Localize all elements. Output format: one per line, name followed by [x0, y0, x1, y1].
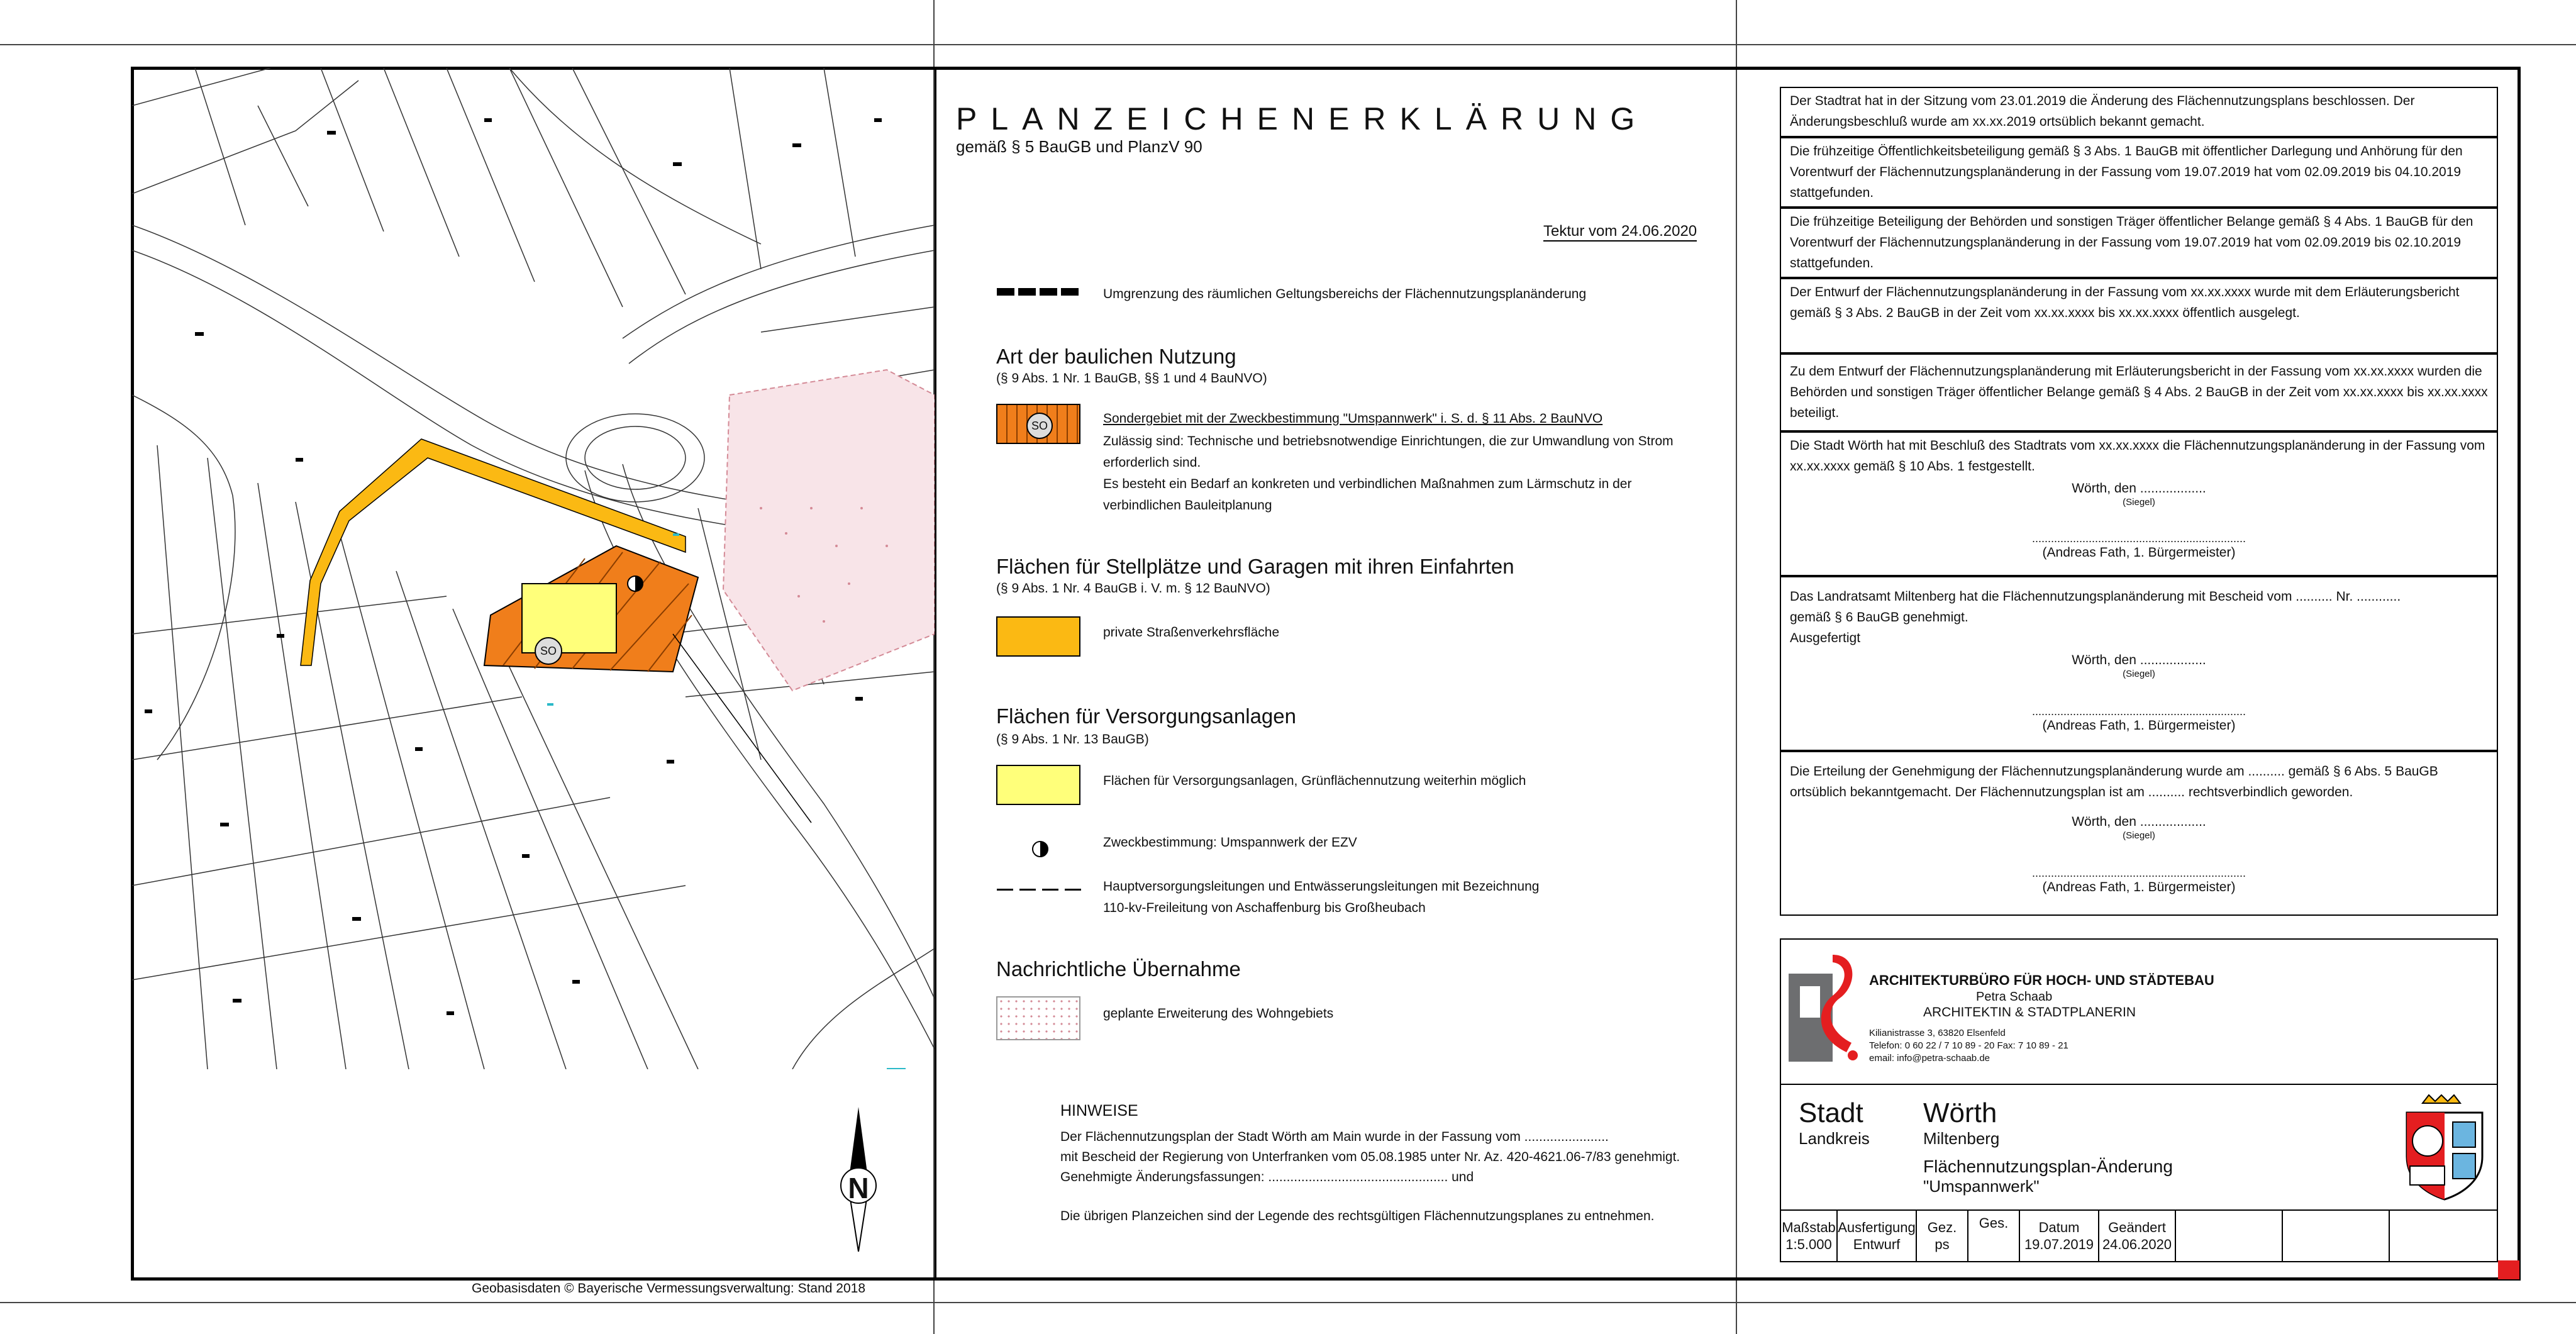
cell-empty-2 [2283, 1211, 2390, 1261]
purpose-label: Zweckbestimmung: Umspannwerk der EZV [1103, 835, 1357, 850]
note-line4: Die übrigen Planzeichen sind der Legende des rechtsgültigen Flächennutzungsplanes zu entnehmen. [1060, 1209, 1655, 1223]
note-line3: Genehmigte Änderungsfassungen: ................................................. und [1060, 1170, 1474, 1184]
firm-phone: Telefon: 0 60 22 / 7 10 89 - 20 Fax: 7 10 89 - 21 [1869, 1040, 2068, 1051]
firm-address: Kilianistrasse 3, 63820 Elsenfeld [1869, 1028, 2006, 1038]
procedure-box-5 [1780, 353, 2498, 431]
signature-dots-6: .................................................................... [2031, 532, 2246, 545]
procedure-text-1: Der Stadtrat hat in der Sitzung vom 23.01.2019 die Änderung des Flächennutzungsplans beschlossen. Der Änderungsbeschluß wurde am xx.xx.2019 ortsüblich bekannt gemacht. [1790, 94, 2415, 129]
cadastral-map [132, 68, 936, 1069]
coat-of-arms-icon [2397, 1094, 2492, 1201]
procedure-text-7a: Das Landratsamt Miltenberg hat die Flächennutzungsplanänderung mit Bescheid vom .......... Nr. ............ [1790, 589, 2401, 604]
procedure-box-2 [1780, 137, 2498, 208]
plan-title: Flächennutzungsplan-Änderung [1923, 1157, 2173, 1176]
procedure-text-5: Zu dem Entwurf der Flächennutzungsplanänderung mit Erläuterungsbericht in der Fassung vom xx.xx.xxxx wurden die Behörden und sonstigen Träger öffentlicher Belange gemäß § 4 Abs. 2 BauGB in der Zeit vom xx.xx.xxxx bis xx.xx.xxxx beteiligt. [1790, 364, 2488, 420]
cell-drawn [1917, 1211, 1968, 1261]
private-road-swatch [996, 616, 1080, 657]
supply-line-swatch [997, 889, 1081, 891]
signature-dots-8: .................................................................... [2031, 867, 2246, 879]
changed-label: Geändert [2108, 1220, 2166, 1235]
note-line2: mit Bescheid der Regierung von Unterfranken vom 05.08.1985 unter Nr. Az. 420-4621.06-7/83 genehmigt. [1060, 1150, 1680, 1164]
supply-area-swatch [996, 765, 1080, 805]
so-symbol: SO [1026, 413, 1053, 439]
supply-lines-label1: Hauptversorgungsleitungen und Entwässerungsleitungen mit Bezeichnung [1103, 879, 1540, 894]
procedure-box-1 [1780, 87, 2498, 137]
seal-8: (Siegel) [2123, 830, 2155, 841]
procedure-text-3: Die frühzeitige Beteiligung der Behörden und sonstigen Träger öffentlicher Belange gemäß § 4 Abs. 1 BauGB für den Vorentwurf der Flächennutzungsplanänderung in der Fassung vom 19.07.2019 hat vom 02.09.2019 bis 02.10.2019 stattgefunden. [1790, 214, 2473, 270]
map-so-marker: SO [535, 637, 562, 665]
planned-residential-swatch [996, 996, 1080, 1040]
cell-empty-1 [2176, 1211, 2283, 1261]
plan-info-table [1780, 1209, 2498, 1262]
procedure-box-3 [1780, 208, 2498, 278]
stadt-label: Stadt [1799, 1098, 1863, 1128]
firm-name: ARCHITEKTURBÜRO FÜR HOCH- UND STÄDTEBAU [1869, 972, 2214, 988]
legend-title: PLANZEICHENERKLÄRUNG [956, 101, 1649, 136]
title-block [1780, 1085, 2498, 1211]
cell-date [2020, 1211, 2099, 1261]
section-building-use-ref: (§ 9 Abs. 1 Nr. 1 BauGB, §§ 1 und 4 BauNVO) [996, 371, 1267, 386]
so-line3: Es besteht ein Bedarf an konkreten und verbindlichen Maßnahmen zum Lärmschutz in der [1103, 477, 1632, 491]
cut-line-top [0, 44, 2576, 45]
signatory-7: (Andreas Fath, 1. Bürgermeister) [2042, 718, 2236, 733]
drawn-value: ps [1935, 1237, 1950, 1252]
corner-marker [2498, 1260, 2519, 1279]
firm-email: email: info@petra-schaab.de [1869, 1053, 1990, 1064]
procedure-box-8 [1780, 751, 2498, 916]
seal-6: (Siegel) [2123, 497, 2155, 508]
section-supply-ref: (§ 9 Abs. 1 Nr. 13 BauGB) [996, 732, 1149, 747]
landkreis-label: Landkreis [1799, 1129, 1870, 1148]
cell-changed [2099, 1211, 2176, 1261]
procedure-text-2: Die frühzeitige Öffentlichkeitsbeteiligung gemäß § 3 Abs. 1 BauGB mit öffentlicher Darlegung und Anhörung für den Vorentwurf der Flächennutzungsplanänderung in der Fassung vom 19.07.2019 hat vom 02.09.2019 bis 04.10.2019 stattgefunden. [1790, 144, 2463, 200]
private-road-label: private Straßenverkehrsfläche [1103, 625, 1280, 640]
edition-label: Ausfertigung [1838, 1220, 1916, 1235]
procedure-text-7c: Ausgefertigt [1790, 631, 1861, 645]
supply-lines-label2: 110-kv-Freileitung von Aschaffenburg bis Großheubach [1103, 901, 1426, 915]
tektur-date: Tektur vom 24.06.2020 [1543, 223, 1697, 242]
boundary-label: Umgrenzung des räumlichen Geltungsbereichs der Flächennutzungsplanänderung [1103, 287, 1587, 301]
place-date-7: Wörth, den .................. [2072, 653, 2206, 667]
legend-subtitle: gemäß § 5 BauGB und PlanzV 90 [956, 137, 1202, 156]
landkreis-name: Miltenberg [1923, 1129, 2000, 1148]
cut-line-bottom [0, 1302, 2576, 1303]
procedure-box-6 [1780, 431, 2498, 576]
procedure-text-4: Der Entwurf der Flächennutzungsplanänderung in der Fassung vom xx.xx.xxxx wurde mit dem Erläuterungsbericht gemäß § 3 Abs. 2 BauGB in der Zeit vom xx.xx.xxxx bis xx.xx.xxxx öffentlich ausgelegt. [1790, 285, 2460, 320]
section-building-use-title: Art der baulichen Nutzung [996, 345, 1236, 368]
procedure-box-7 [1780, 576, 2498, 751]
planned-residential-label: geplante Erweiterung des Wohngebiets [1103, 1006, 1334, 1021]
map-drawing [132, 68, 935, 1069]
changed-value: 24.06.2020 [2102, 1237, 2172, 1252]
section-adoption-title: Nachrichtliche Übernahme [996, 957, 1241, 981]
map-lower-area [132, 1069, 936, 1278]
so-heading: Sondergebiet mit der Zweckbestimmung "Umspannwerk" i. S. d. § 11 Abs. 2 BauNVO [1103, 411, 1603, 426]
plan-subtitle: "Umspannwerk" [1923, 1177, 2040, 1196]
place-date-8: Wörth, den .................. [2072, 814, 2206, 829]
scale-value: 1:5.000 [1785, 1237, 1832, 1252]
firm-role: ARCHITEKTIN & STADTPLANERIN [1923, 1005, 2136, 1020]
date-value: 19.07.2019 [2024, 1237, 2094, 1252]
boundary-line-swatch [997, 288, 1081, 296]
firm-person: Petra Schaab [1976, 990, 2053, 1004]
cell-checked [1968, 1211, 2020, 1261]
signatory-8: (Andreas Fath, 1. Bürgermeister) [2042, 880, 2236, 894]
date-label: Datum [2038, 1220, 2080, 1235]
checked-label: Ges. [1979, 1215, 2009, 1231]
so-line1: Zulässig sind: Technische und betriebsnotwendige Einrichtungen, die zur Umwandlung von Strom [1103, 434, 1674, 448]
stadt-name: Wörth [1923, 1098, 1997, 1128]
procedure-text-7b: gemäß § 6 BauGB genehmigt. [1790, 610, 1968, 625]
signatory-6: (Andreas Fath, 1. Bürgermeister) [2042, 545, 2236, 560]
edition-value: Entwurf [1853, 1237, 1901, 1252]
so-line4: verbindlichen Bauleitplanung [1103, 498, 1272, 513]
procedure-text-6: Die Stadt Wörth hat mit Beschluß des Stadtrats vom xx.xx.xxxx die Flächennutzungsplanänderung in der Fassung vom xx.xx.xxxx gemäß § 10 Abs. 1 festgestellt. [1790, 438, 2485, 474]
north-label: N [848, 1172, 869, 1204]
so-area-swatch [996, 404, 1080, 444]
section-supply-title: Flächen für Versorgungsanlagen [996, 704, 1296, 728]
transformer-station-icon [1031, 840, 1049, 858]
cell-empty-3 [2390, 1211, 2497, 1261]
procedure-box-4 [1780, 278, 2498, 353]
section-parking-title: Flächen für Stellplätze und Garagen mit ihren Einfahrten [996, 555, 1514, 578]
firm-logo-icon [1789, 948, 1864, 1062]
scale-label: Maßstab [1782, 1220, 1836, 1235]
procedure-text-8: Die Erteilung der Genehmigung der Flächennutzungsplanänderung wurde am .......... gemäß § 6 Abs. 5 BauGB ortsüblich bekanntgemacht. Der Flächennutzungsplan ist am .......... rechtsverbindlich geworden. [1790, 764, 2438, 799]
cell-edition [1838, 1211, 1917, 1261]
architect-firm-block [1780, 938, 2498, 1085]
signature-dots-7: .................................................................... [2031, 705, 2246, 718]
so-line2: erforderlich sind. [1103, 455, 1201, 470]
cell-scale [1781, 1211, 1838, 1261]
section-parking-ref: (§ 9 Abs. 1 Nr. 4 BauGB i. V. m. § 12 BauNVO) [996, 581, 1270, 596]
drawn-label: Gez. [1927, 1220, 1957, 1235]
supply-area-label: Flächen für Versorgungsanlagen, Grünflächennutzung weiterhin möglich [1103, 774, 1526, 788]
seal-7: (Siegel) [2123, 669, 2155, 679]
notes-title: HINWEISE [1060, 1102, 1138, 1120]
geodata-source: Geobasisdaten © Bayerische Vermessungsverwaltung: Stand 2018 [472, 1281, 866, 1296]
place-date-6: Wörth, den .................. [2072, 481, 2206, 496]
note-line1: Der Flächennutzungsplan der Stadt Wörth am Main wurde in der Fassung vom ....................... [1060, 1130, 1609, 1144]
